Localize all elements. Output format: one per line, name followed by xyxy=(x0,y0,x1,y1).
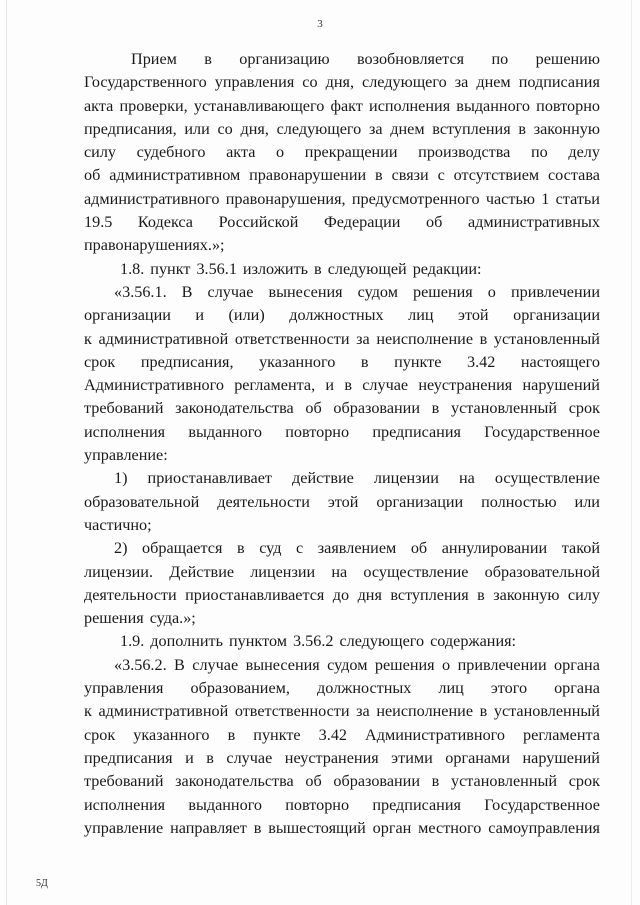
text-line: 2) обращается в суд с заявлением об аннулировании такой xyxy=(114,539,600,558)
text-line: управления образованием, должностных лиц этого органа xyxy=(84,679,600,698)
scan-edge-left xyxy=(6,0,7,905)
text-line: Государственного управления со дня, следующего за днем подписания xyxy=(84,73,600,92)
page-number: 3 xyxy=(317,18,323,30)
text-line: срок предписания, указанного в пункте 3.42 настоящего xyxy=(84,352,600,371)
text-line: 1) приостанавливает действие лицензии на осуществление xyxy=(114,469,600,488)
text-line: 19.5 Кодекса Российской Федерации об административных xyxy=(84,213,600,232)
text-line: решения суда.»; xyxy=(84,609,196,628)
text-line: силу судебного акта о прекращении производства по делу xyxy=(84,143,600,162)
text-line: срок указанного в пункте 3.42 Административного регламента xyxy=(84,725,600,744)
text-line: административного правонарушения, предусмотренного частью 1 статьи xyxy=(84,189,600,208)
scan-edge-right xyxy=(631,0,632,905)
text-line: об административном правонарушении в связи с отсутствием состава xyxy=(84,166,600,185)
text-line: требований законодательства об образовании в установленный срок xyxy=(84,772,600,791)
text-line: организации и (или) должностных лиц этой организации xyxy=(84,306,600,325)
text-line: Административного регламента, и в случае неустранения нарушений xyxy=(84,376,600,395)
text-line: правонарушениях.»; xyxy=(84,236,225,255)
text-line: управление: xyxy=(84,446,168,465)
text-line: «3.56.2. В случае вынесения судом решения о привлечении органа xyxy=(114,655,600,674)
text-line: акта проверки, устанавливающего факт исполнения выданного повторно xyxy=(84,96,600,115)
text-line: 1.8. пункт 3.56.1 изложить в следующей редакции: xyxy=(120,259,482,278)
text-line: исполнения выданного повторно предписания Государственное xyxy=(84,422,600,441)
text-line: управление направляет в вышестоящий орган местного самоуправления xyxy=(84,818,600,837)
text-line: Прием в организацию возобновляется по решению xyxy=(131,50,600,68)
text-line: исполнения выданного повторно предписания Государственное xyxy=(84,795,600,814)
text-line: предписания, или со дня, следующего за днем вступления в законную xyxy=(84,119,600,138)
text-line: образовательной деятельности этой организации полностью или xyxy=(84,492,600,511)
text-line: «3.56.1. В случае вынесения судом решения о привлечении xyxy=(114,282,600,301)
text-line: 1.9. дополнить пунктом 3.56.2 следующего содержания: xyxy=(120,632,517,651)
text-line: лицензии. Действие лицензии на осуществление образовательной xyxy=(84,562,600,581)
text-line: к административной ответственности за неисполнение в установленный xyxy=(84,702,600,721)
text-line: к административной ответственности за неисполнение в установленный xyxy=(84,329,600,348)
text-line: предписания и в случае неустранения этими органами нарушений xyxy=(84,748,600,767)
text-line: деятельности приостанавливается до дня вступления в законную силу xyxy=(84,585,600,604)
text-line: требований законодательства об образовании в установленный срок xyxy=(84,399,600,418)
text-line: частично; xyxy=(84,515,152,534)
footer-mark: 5Д xyxy=(36,878,48,889)
body-text xyxy=(84,48,600,840)
